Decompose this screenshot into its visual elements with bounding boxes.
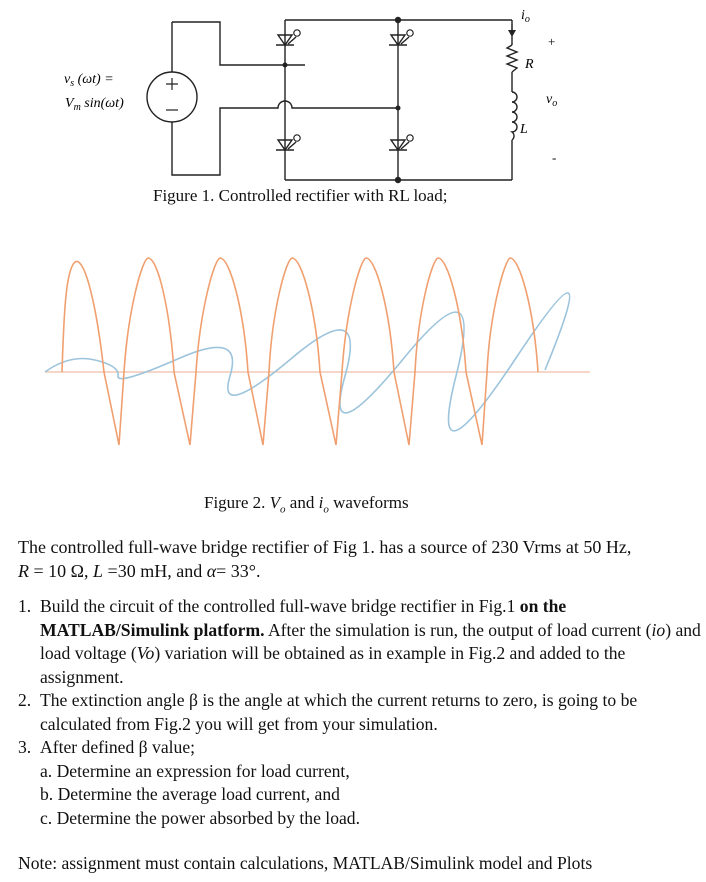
r-label: R [525,57,534,72]
minus-sign: - [552,150,557,165]
task-3b: b. Determine the average load current, and [40,784,340,804]
inductor-l [512,92,517,140]
assignment-note: Note: assignment must contain calculations, MATLAB/Simulink model and Plots [18,853,593,873]
task-3: 3. After defined β value; [18,737,196,757]
task-3c: c. Determine the power absorbed by the load. [40,807,360,828]
io-label: $i_o$ [521,8,530,25]
figure1-caption: Figure 1. Controlled rectifier with RL load; [153,186,448,205]
mid-wire-right [258,101,398,108]
vo-label: $v_o$ [546,92,558,109]
rectifier-circuit-diagram [0,0,706,210]
thyristor-t1 [276,35,296,45]
figure2-caption: Figure 2. $V_o$ and $i_o$ waveforms [204,493,409,516]
source-label-1: $v_s$ (ωt) = [64,72,114,89]
problem-statement: The controlled full-wave bridge rectifier of Fig 1. has a source of 230 Vrms at 50 Hz, R = 10 Ω, L =30 mH, and α= 33°. [18,537,632,581]
thyristor-t4 [389,140,409,150]
task-list [18,595,702,830]
task-3a: a. Determine an expression for load current, [40,760,350,781]
thyristor-t3 [276,140,296,150]
l-label: L [520,122,528,137]
task-1: 1. Build the circuit of the controlled full-wave bridge rectifier in Fig.1 on the MATLAB/Simulink platform. After the simulation is run, the output of load current (io) and load voltage (Vo) variation will be obtained as in example in Fig.2 and added to the assignment. [18,596,701,687]
current-waveform [45,293,570,431]
waveform-plot [0,230,706,470]
task-2: 2. The extinction angle β is the angle at which the current returns to zero, is going to be calculated from Fig.2 you will get from your simulation. [18,690,638,734]
source-wire [172,22,258,175]
thyristor-t2 [389,35,409,45]
plus-sign: + [548,34,556,49]
source-label-2: $V_m$ sin(ωt) [65,96,124,113]
resistor-r [507,45,517,72]
